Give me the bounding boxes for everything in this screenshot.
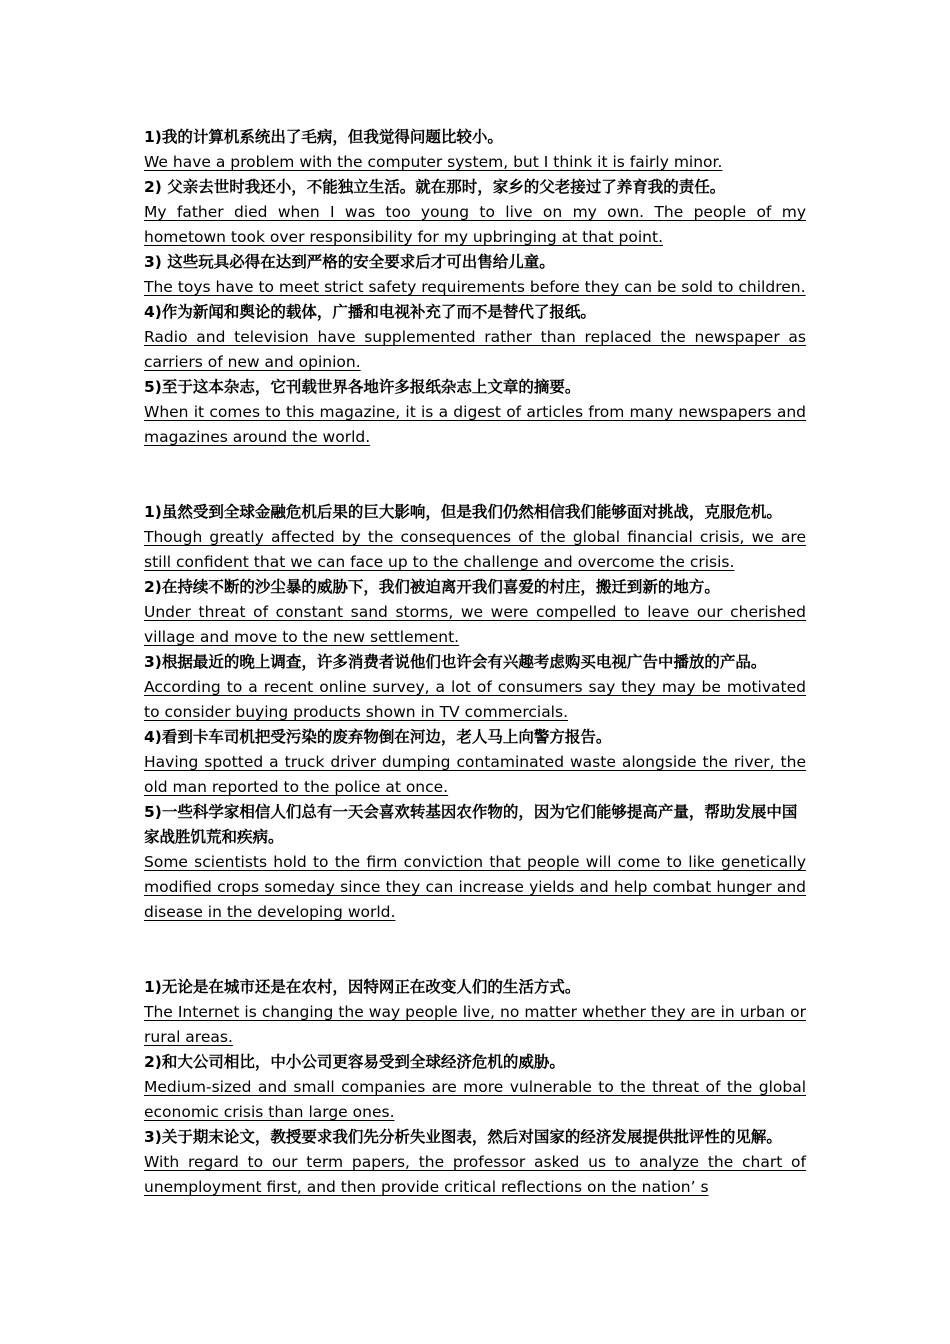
english-translation: The toys have to meet strict safety requirements before they can be sold to children. (144, 278, 806, 296)
sentence-pair (144, 250, 806, 300)
english-translation: Having spotted a truck driver dumping contaminated waste alongside the river, the old man reported to the police at once. (144, 753, 806, 796)
english-translation: The Internet is changing the way people live, no matter whether they are in urban or rural areas. (144, 1003, 806, 1046)
english-translation: We have a problem with the computer system, but I think it is fairly minor. (144, 153, 723, 171)
sentence-pair (144, 1125, 806, 1200)
sentence-pair (144, 300, 806, 375)
chinese-sentence: 1)我的计算机系统出了毛病，但我觉得问题比较小。 (144, 128, 503, 146)
english-translation: Some scientists hold to the firm conviction that people will come to like genetically modified crops someday since they can increase yields and help combat hunger and disease in the developing world. (144, 853, 806, 921)
english-translation: Medium-sized and small companies are more vulnerable to the threat of the global economic crisis than large ones. (144, 1078, 806, 1121)
english-translation: When it comes to this magazine, it is a digest of articles from many newspapers and magazines around the world. (144, 403, 806, 446)
chinese-sentence: 2)在持续不断的沙尘暴的威胁下，我们被迫离开我们喜爱的村庄，搬迁到新的地方。 (144, 578, 720, 596)
sentence-pair (144, 175, 806, 250)
chinese-sentence: 3) 这些玩具必得在达到严格的安全要求后才可出售给儿童。 (144, 253, 555, 271)
chinese-sentence: 5)一些科学家相信人们总有一天会喜欢转基因农作物的，因为它们能够提高产量，帮助发展中国家战胜饥荒和疾病。 (144, 803, 798, 846)
english-translation: Radio and television have supplemented rather than replaced the newspaper as carriers of new and opinion. (144, 328, 806, 371)
english-translation: With regard to our term papers, the professor asked us to analyze the chart of unemployment first, and then provide critical reflections on the nation’ s (144, 1153, 806, 1196)
chinese-sentence: 2) 父亲去世时我还小，不能独立生活。就在那时，家乡的父老接过了养育我的责任。 (144, 178, 726, 196)
chinese-sentence: 3)根据最近的晚上调查，许多消费者说他们也许会有兴趣考虑购买电视广告中播放的产品。 (144, 653, 767, 671)
english-translation: My father died when I was too young to live on my own. The people of my hometown took over responsibility for my upbringing at that point. (144, 203, 806, 246)
english-translation: According to a recent online survey, a lot of consumers say they may be motivated to consider buying products shown in TV commercials. (144, 678, 806, 721)
sentence-pair (144, 1050, 806, 1125)
exercise-section-1 (144, 125, 806, 450)
sentence-pair (144, 725, 806, 800)
chinese-sentence: 4)作为新闻和舆论的载体，广播和电视补充了而不是替代了报纸。 (144, 303, 596, 321)
sentence-pair (144, 975, 806, 1050)
exercise-section-3 (144, 975, 806, 1200)
sentence-pair (144, 375, 806, 450)
chinese-sentence: 2)和大公司相比，中小公司更容易受到全球经济危机的威胁。 (144, 1053, 565, 1071)
sentence-pair (144, 125, 806, 175)
document-content (144, 125, 806, 1200)
english-translation: Though greatly affected by the consequences of the global financial crisis, we are still confident that we can face up to the challenge and overcome the crisis. (144, 528, 806, 571)
sentence-pair (144, 650, 806, 725)
exercise-section-2 (144, 500, 806, 925)
chinese-sentence: 1)无论是在城市还是在农村，因特网正在改变人们的生活方式。 (144, 978, 581, 996)
sentence-pair (144, 500, 806, 575)
chinese-sentence: 4)看到卡车司机把受污染的废弃物倒在河边，老人马上向警方报告。 (144, 728, 612, 746)
chinese-sentence: 1)虽然受到全球金融危机后果的巨大影响，但是我们仍然相信我们能够面对挑战，克服危机。 (144, 503, 782, 521)
sentence-pair (144, 800, 806, 925)
chinese-sentence: 5)至于这本杂志，它刊载世界各地许多报纸杂志上文章的摘要。 (144, 378, 581, 396)
english-translation: Under threat of constant sand storms, we were compelled to leave our cherished village and move to the new settlement. (144, 603, 806, 646)
chinese-sentence: 3)关于期末论文，教授要求我们先分析失业图表，然后对国家的经济发展提供批评性的见解。 (144, 1128, 782, 1146)
sentence-pair (144, 575, 806, 650)
